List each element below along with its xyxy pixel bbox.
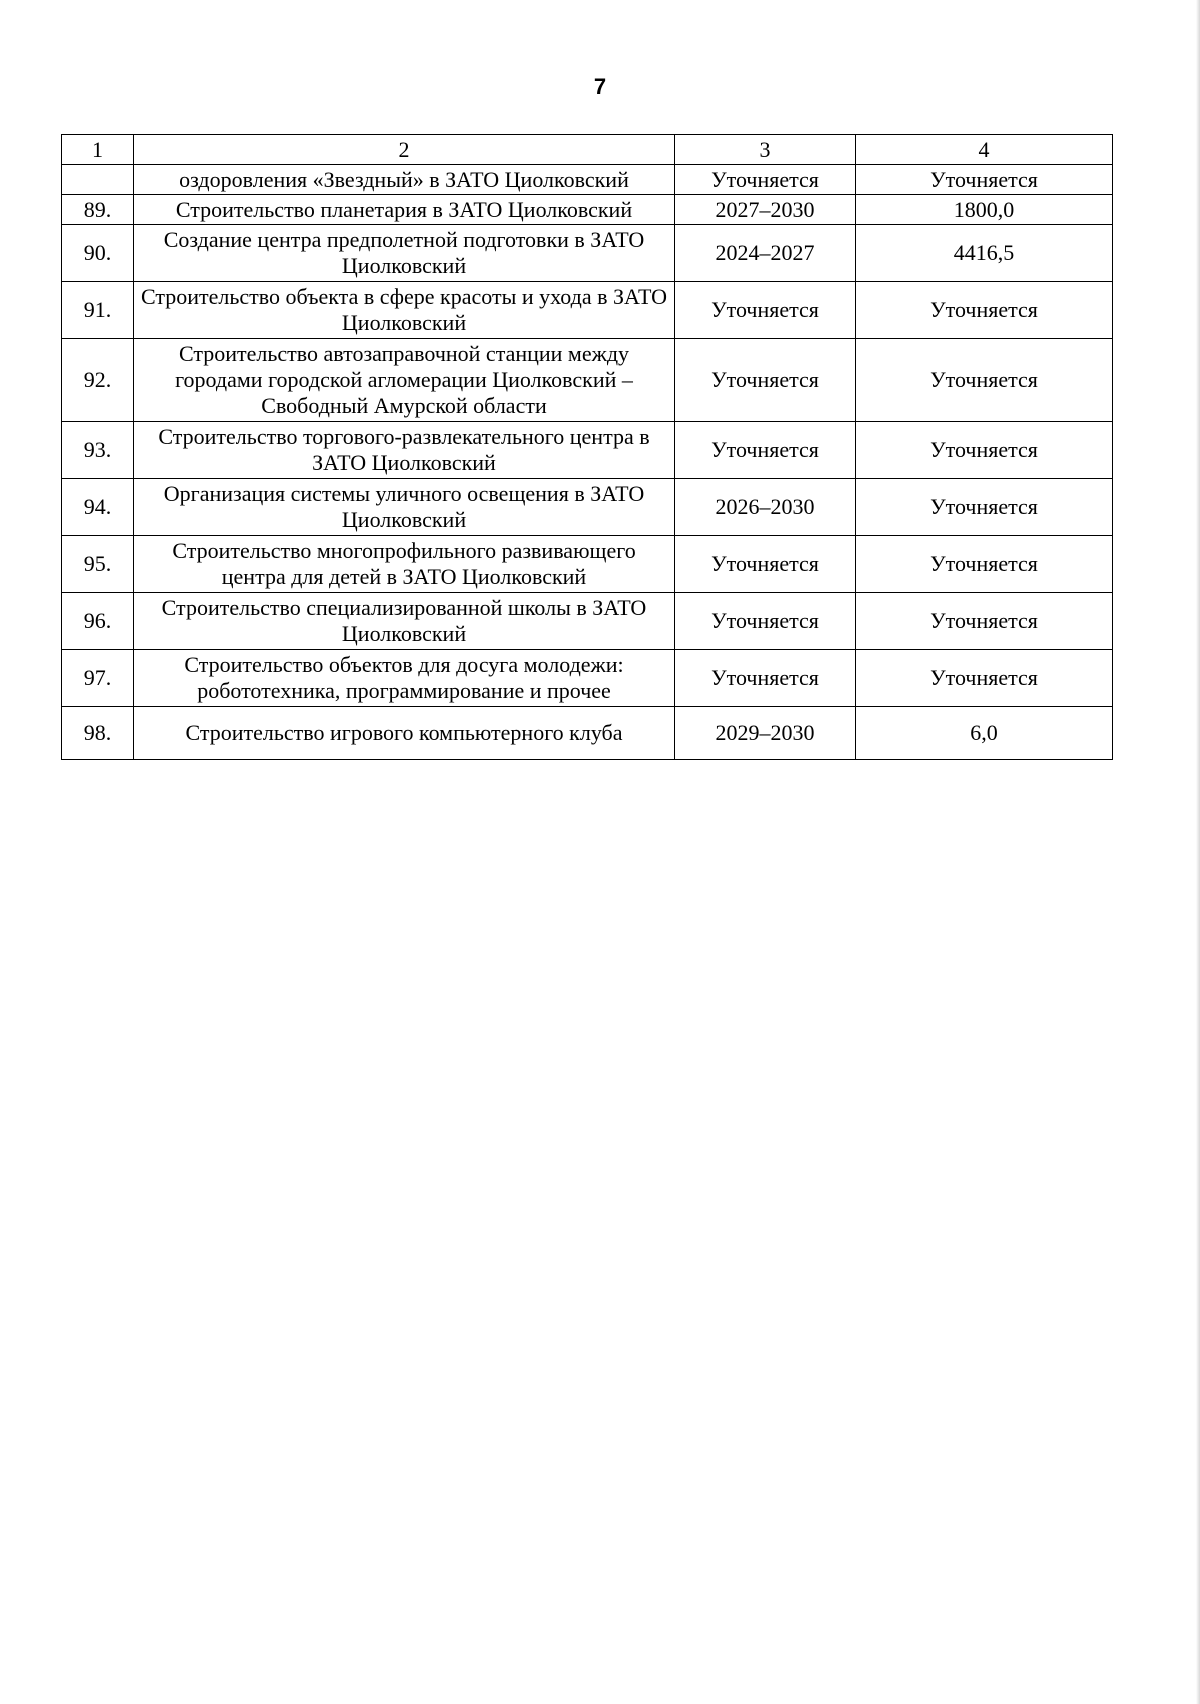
row-number: 98. — [62, 707, 134, 760]
row-name: Строительство специализированной школы в ЗАТО Циолковский — [134, 593, 675, 650]
row-value: Уточняется — [856, 650, 1113, 707]
table-row — [62, 593, 1113, 650]
row-value: 1800,0 — [856, 195, 1113, 225]
row-number: 90. — [62, 225, 134, 282]
table-row — [62, 479, 1113, 536]
scan-edge-shadow — [1196, 0, 1200, 1704]
table-row — [62, 225, 1113, 282]
row-name: Строительство игрового компьютерного клуба — [134, 707, 675, 760]
row-number: 92. — [62, 339, 134, 422]
row-period: Уточняется — [675, 650, 856, 707]
header-cell-1: 1 — [62, 135, 134, 165]
table-row — [62, 422, 1113, 479]
row-period: 2024–2027 — [675, 225, 856, 282]
row-period: 2029–2030 — [675, 707, 856, 760]
row-name: оздоровления «Звездный» в ЗАТО Циолковский — [134, 165, 675, 195]
row-name: Создание центра предполетной подготовки в ЗАТО Циолковский — [134, 225, 675, 282]
projects-table — [61, 134, 1113, 760]
row-number: 97. — [62, 650, 134, 707]
row-name: Строительство торгового-развлекательного центра в ЗАТО Циолковский — [134, 422, 675, 479]
row-name: Строительство объекта в сфере красоты и ухода в ЗАТО Циолковский — [134, 282, 675, 339]
row-number: 89. — [62, 195, 134, 225]
table-row — [62, 339, 1113, 422]
row-number: 93. — [62, 422, 134, 479]
header-cell-2: 2 — [134, 135, 675, 165]
row-value: Уточняется — [856, 536, 1113, 593]
table-row — [62, 536, 1113, 593]
row-period: 2026–2030 — [675, 479, 856, 536]
row-number: 94. — [62, 479, 134, 536]
row-number: 91. — [62, 282, 134, 339]
table-header-row — [62, 135, 1113, 165]
header-cell-3: 3 — [675, 135, 856, 165]
row-value: Уточняется — [856, 422, 1113, 479]
row-value: 4416,5 — [856, 225, 1113, 282]
row-period: Уточняется — [675, 422, 856, 479]
table-row — [62, 282, 1113, 339]
row-period: 2027–2030 — [675, 195, 856, 225]
row-name: Организация системы уличного освещения в ЗАТО Циолковский — [134, 479, 675, 536]
row-period: Уточняется — [675, 593, 856, 650]
row-number: 95. — [62, 536, 134, 593]
table-row-continuation — [62, 165, 1113, 195]
header-cell-4: 4 — [856, 135, 1113, 165]
row-value: Уточняется — [856, 479, 1113, 536]
row-name: Строительство автозаправочной станции между городами городской агломерации Циолковский – Свободный Амурской области — [134, 339, 675, 422]
row-period: Уточняется — [675, 165, 856, 195]
table-row — [62, 707, 1113, 760]
row-value: Уточняется — [856, 593, 1113, 650]
row-name: Строительство планетария в ЗАТО Циолковский — [134, 195, 675, 225]
row-value: Уточняется — [856, 165, 1113, 195]
row-number: 96. — [62, 593, 134, 650]
row-period: Уточняется — [675, 536, 856, 593]
table-row — [62, 650, 1113, 707]
row-name: Строительство многопрофильного развивающего центра для детей в ЗАТО Циолковский — [134, 536, 675, 593]
row-value: Уточняется — [856, 282, 1113, 339]
row-value: 6,0 — [856, 707, 1113, 760]
page-number: 7 — [593, 74, 607, 99]
table-row — [62, 195, 1113, 225]
row-name: Строительство объектов для досуга молодежи: робототехника, программирование и прочее — [134, 650, 675, 707]
row-number — [62, 165, 134, 195]
row-period: Уточняется — [675, 339, 856, 422]
row-period: Уточняется — [675, 282, 856, 339]
row-value: Уточняется — [856, 339, 1113, 422]
